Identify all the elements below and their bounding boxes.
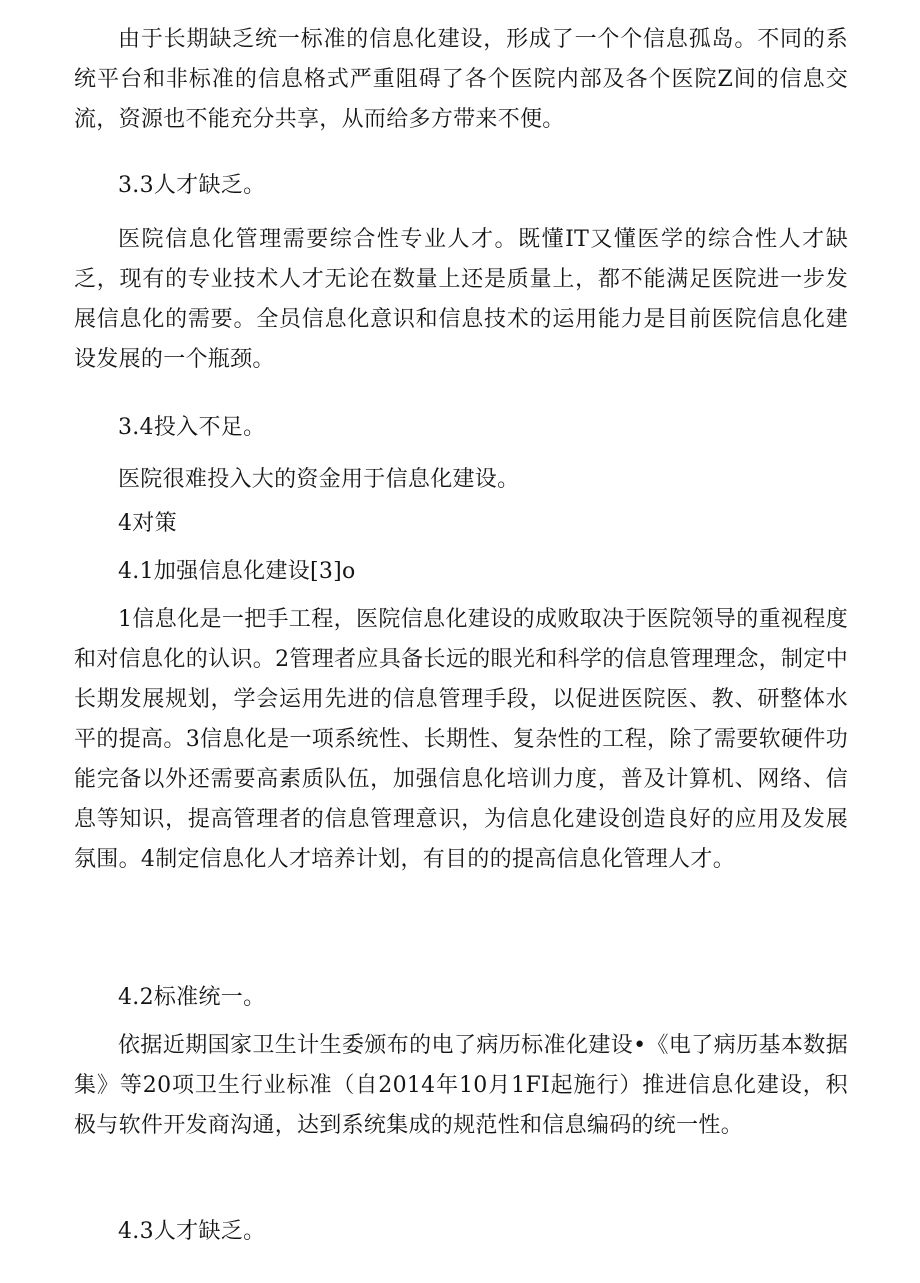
- section-heading-4: 4对策: [118, 511, 177, 536]
- paragraph-funding: 医院很难投入大的资金用于信息化建设。: [118, 467, 520, 492]
- paragraph-information-islands: 由于长期缺乏统一标准的信息化建设，形成了一个个信息孤岛。不同的系统平台和非标准的信息格式严重阻碍了各个医院内部及各个医院Z间的信息交流，资源也不能充分共享，从而给多方带来不便。: [74, 27, 848, 132]
- section-heading-3-3: 3.3人才缺乏。: [118, 173, 266, 198]
- section-heading-4-2: 4.2标准统一。: [118, 985, 266, 1010]
- paragraph-talent-shortage: 医院信息化管理需要综合性专业人才。既懂IT又懂医学的综合性人才缺乏，现有的专业技术人才无论在数量上还是质量上，都不能满足医院进一步发展信息化的需要。全员信息化意识和信息技术的运用能力是目前医院信息化建设发展的一个瓶颈。: [74, 227, 848, 372]
- paragraph-strengthen-informatization: 1信息化是一把手工程，医院信息化建设的成败取决于医院领导的重视程度和对信息化的认识。2管理者应具备长远的眼光和科学的信息管理理念，制定中长期发展规划，学会运用先进的信息管理手段，以促进医院医、教、研整体水平的提高。3信息化是一项系统性、长期性、复杂性的工程，除了需要软硬件功能完备以外还需要高素质队伍，加强信息化培训力度，普及计算机、网络、信息等知识，提高管理者的信息管理意识，为信息化建设创造良好的应用及发展氛围。4制定信息化人才培养计划，有目的的提高信息化管理人才。: [74, 607, 848, 872]
- paragraph-standards: 依据近期国家卫生计生委颁布的电了病历标准化建设•《电了病历基本数据集》等20项卫生行业标准（自2014年10月1FI起施行）推进信息化建设，积极与软件开发商沟通，达到系统集成的规范性和信息编码的统一性。: [74, 1033, 848, 1138]
- section-heading-4-1: 4.1加强信息化建设[3]o: [118, 559, 356, 584]
- section-heading-4-3: 4.3人才缺乏。: [118, 1219, 266, 1244]
- section-heading-3-4: 3.4投入不足。: [118, 415, 266, 440]
